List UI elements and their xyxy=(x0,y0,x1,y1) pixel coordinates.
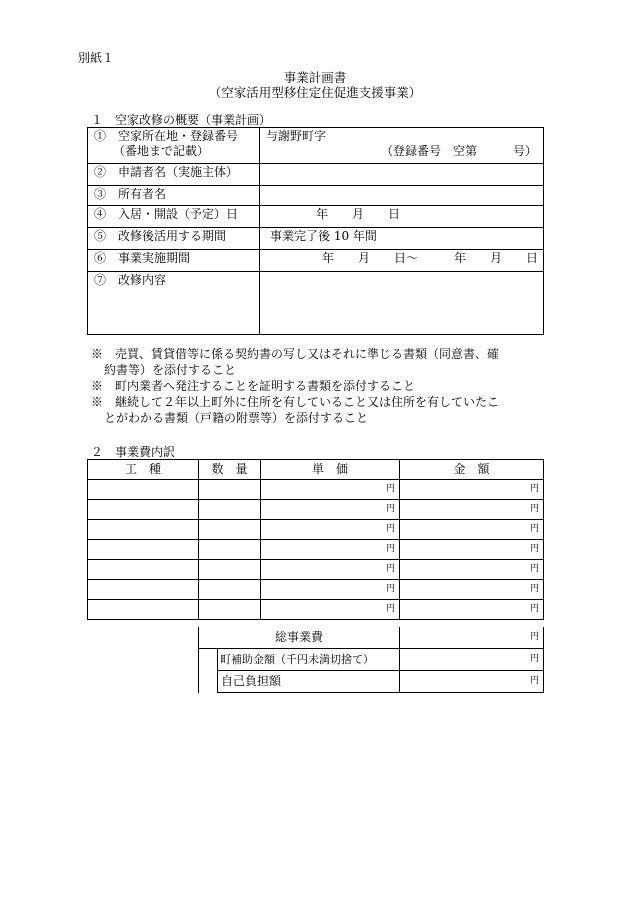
amount-cell[interactable]: 円 xyxy=(400,560,544,580)
self-burden-label: 自己負担額 xyxy=(218,671,400,693)
work-type-cell[interactable] xyxy=(88,480,199,500)
self-burden-cell[interactable]: 円 xyxy=(400,671,544,693)
header-row xyxy=(88,460,544,480)
address-sublabel: （番地まで記載） xyxy=(113,144,210,158)
page-subtitle: （空家活用型移住定住促進支援事業） xyxy=(208,85,422,100)
quantity-cell[interactable] xyxy=(199,500,261,520)
table-row xyxy=(88,250,544,272)
applicant-label: ② 申請者名（実施主体） xyxy=(88,164,260,186)
document-label: 別紙１ xyxy=(78,51,115,65)
work-type-cell[interactable] xyxy=(88,580,199,600)
usage-period-value: 事業完了後 10 年間 xyxy=(260,228,544,250)
table-row xyxy=(88,560,544,580)
quantity-cell[interactable] xyxy=(199,600,261,620)
subsidy-cell[interactable]: 円 xyxy=(400,649,544,671)
quantity-cell[interactable] xyxy=(199,560,261,580)
unit-price-cell[interactable]: 円 xyxy=(261,600,400,620)
unit-price-cell[interactable]: 円 xyxy=(261,520,400,540)
total-cost-cell[interactable]: 円 xyxy=(400,627,544,649)
note-text: 売買、賃貸借等に係る契約書の写し又はそれに準じる書類（同意書、確 xyxy=(115,347,500,361)
section2-heading: ２ 事業費内訳 xyxy=(91,445,176,459)
project-overview-table xyxy=(87,127,544,335)
table-row xyxy=(88,500,544,520)
work-type-cell[interactable] xyxy=(88,500,199,520)
note-item xyxy=(91,394,561,410)
total-cost-label: 総事業費 xyxy=(199,627,400,649)
quantity-cell[interactable] xyxy=(199,480,261,500)
column-header-work-type: 工 種 xyxy=(88,460,199,480)
cost-breakdown-table xyxy=(87,459,544,620)
usage-period-label: ⑤ 改修後活用する期間 xyxy=(88,228,260,250)
unit-price-cell[interactable]: 円 xyxy=(261,500,400,520)
unit-price-cell[interactable]: 円 xyxy=(261,580,400,600)
table-row xyxy=(88,272,544,335)
quantity-cell[interactable] xyxy=(199,540,261,560)
note-item xyxy=(91,346,561,362)
table-row xyxy=(88,206,544,228)
notes xyxy=(91,346,561,426)
section1-heading: １ 空家改修の概要（事業計画） xyxy=(91,113,272,127)
owner-field[interactable] xyxy=(260,186,544,206)
table-row xyxy=(88,480,544,500)
unit-price-cell[interactable]: 円 xyxy=(261,560,400,580)
work-type-cell[interactable] xyxy=(88,560,199,580)
totals-table xyxy=(198,627,544,693)
amount-cell[interactable]: 円 xyxy=(400,480,544,500)
unit-price-cell[interactable]: 円 xyxy=(261,480,400,500)
self-burden-row xyxy=(199,671,544,693)
table-row xyxy=(88,186,544,206)
work-type-cell[interactable] xyxy=(88,520,199,540)
note-text: 継続して２年以上町外に住所を有していること又は住所を有していたこ xyxy=(115,395,500,409)
amount-cell[interactable]: 円 xyxy=(400,540,544,560)
quantity-cell[interactable] xyxy=(199,520,261,540)
table-row xyxy=(88,540,544,560)
owner-label: ③ 所有者名 xyxy=(88,186,260,206)
note-mark: ※ xyxy=(91,347,104,361)
indent-cell xyxy=(199,649,218,693)
table-row xyxy=(88,520,544,540)
subsidy-row xyxy=(199,649,544,671)
address-field[interactable] xyxy=(260,128,544,164)
note-mark: ※ xyxy=(91,379,104,393)
note-mark: ※ xyxy=(91,395,104,409)
unit-price-cell[interactable]: 円 xyxy=(261,540,400,560)
column-header-amount: 金 額 xyxy=(400,460,544,480)
implementation-period-field[interactable]: 年 月 日～ 年 月 日 xyxy=(260,250,544,272)
address-value: 与謝野町字 xyxy=(266,129,327,143)
total-row xyxy=(199,627,544,649)
amount-cell[interactable]: 円 xyxy=(400,580,544,600)
label-cell xyxy=(88,128,260,164)
work-type-cell[interactable] xyxy=(88,600,199,620)
totals-block xyxy=(198,627,543,698)
table-row xyxy=(88,580,544,600)
registration-number: （登録番号 空第 号） xyxy=(380,144,537,158)
implementation-period-label: ⑥ 事業実施期間 xyxy=(88,250,260,272)
column-header-quantity: 数 量 xyxy=(199,460,261,480)
table-row xyxy=(88,600,544,620)
applicant-field[interactable] xyxy=(260,164,544,186)
amount-cell[interactable]: 円 xyxy=(400,520,544,540)
renovation-content-label: ⑦ 改修内容 xyxy=(88,272,260,335)
quantity-cell[interactable] xyxy=(199,580,261,600)
work-type-cell[interactable] xyxy=(88,540,199,560)
amount-cell[interactable]: 円 xyxy=(400,600,544,620)
move-in-date-field[interactable]: 年 月 日 xyxy=(260,206,544,228)
page-title: 事業計画書 xyxy=(283,70,347,85)
table-row xyxy=(88,128,544,164)
note-continuation: とがわかる書類（戸籍の附票等）を添付すること xyxy=(104,411,369,425)
table-row xyxy=(88,228,544,250)
note-continuation: 約書等）を添付すること xyxy=(104,363,237,377)
renovation-content-field[interactable] xyxy=(260,272,544,335)
note-item xyxy=(91,378,561,394)
note-text: 町内業者へ発注することを証明する書類を添付すること xyxy=(115,379,416,393)
address-label: ① 空家所在地・登録番号 xyxy=(94,129,239,143)
column-header-unit-price: 単 価 xyxy=(261,460,400,480)
subsidy-label: 町補助金額（千円未満切捨て） xyxy=(218,649,400,671)
move-in-date-label: ④ 入居・開設（予定）日 xyxy=(88,206,260,228)
table-row xyxy=(88,164,544,186)
amount-cell[interactable]: 円 xyxy=(400,500,544,520)
